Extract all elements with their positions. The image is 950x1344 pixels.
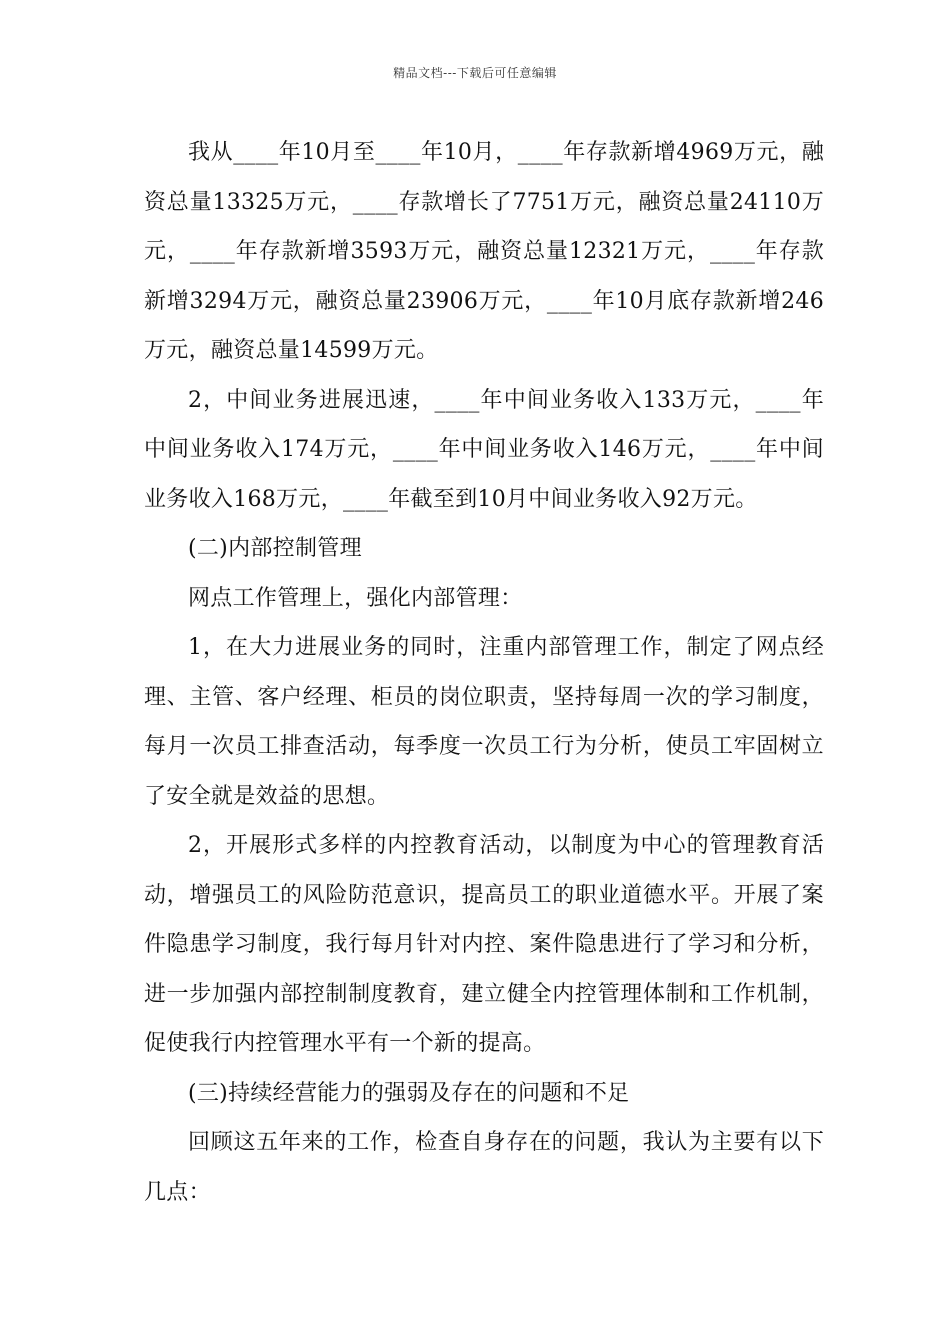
page-header: 精品文档---下载后可任意编辑 (393, 66, 557, 80)
document-body (144, 128, 824, 1217)
paragraph-branch-management: 网点工作管理上，强化内部管理： (188, 585, 523, 611)
paragraph-review: 回顾这五年来的工作，检查自身存在的问题，我认为主要有以下几点： (144, 1130, 824, 1205)
paragraph-internal-control-education-2: 2，开展形式多样的内控教育活动，以制度为中心的管理教育活动，增强员工的风险防范意识，提高员工的职业道德水平。开展了案件隐患学习制度，我行每月针对内控、案件隐患进行了学习和分析，进一步加强内部控制制度教育，建立健全内控管理体制和工作机制，促使我行内控管理水平有一个新的提高。 (144, 833, 824, 1056)
section-heading-internal-control: (二)内部控制管理 (188, 536, 362, 561)
paragraph-internal-management-1: 1，在大力进展业务的同时，注重内部管理工作，制定了网点经理、主管、客户经理、柜员的岗位职责，坚持每周一次的学习制度，每月一次员工排查活动，每季度一次员工行为分析，使员工牢固树立了安全就是效益的思想。 (144, 635, 824, 809)
paragraph-intermediate-business: 2，中间业务进展迅速，____年中间业务收入133万元，____年中间业务收入174万元，____年中间业务收入146万元，____年中间业务收入168万元，____年截至到10月中间业务收入92万元。 (144, 387, 824, 512)
paragraph-deposit-summary: 我从____年10月至____年10月，____年存款新增4969万元，融资总量13325万元，____存款增长了7751万元，融资总量24110万元，____年存款新增3593万元，融资总量12321万元，____年存款新增3294万元，融资总量23906万元，____年10月底存款新增246万元，融资总量14599万元。 (144, 140, 824, 363)
section-heading-operating-capability: (三)持续经营能力的强弱及存在的问题和不足 (188, 1080, 630, 1106)
